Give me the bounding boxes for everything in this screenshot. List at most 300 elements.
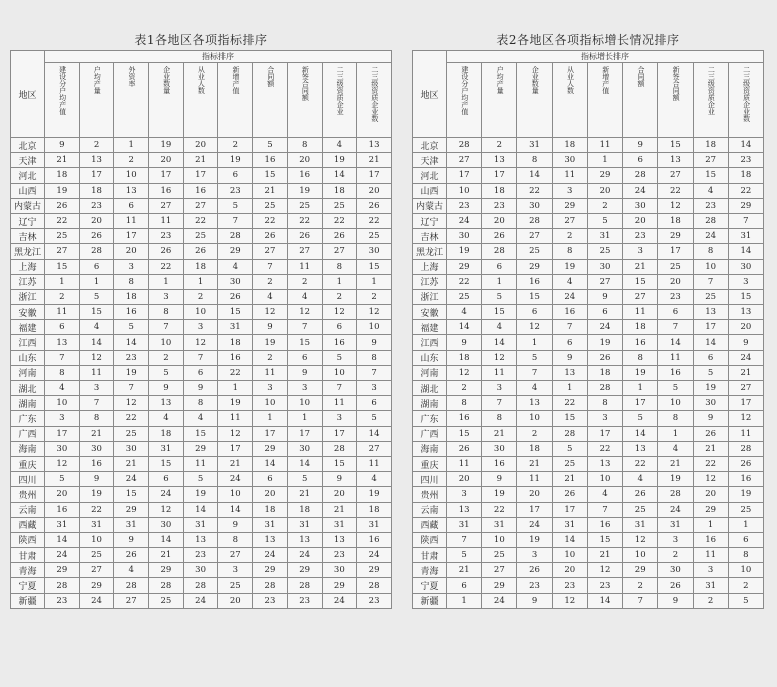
rank-cell: 28 <box>693 213 728 228</box>
rank-cell: 23 <box>183 548 218 563</box>
rank-cell: 31 <box>517 138 552 153</box>
rank-cell: 17 <box>183 168 218 183</box>
rank-cell: 30 <box>183 563 218 578</box>
rank-cell: 19 <box>218 396 253 411</box>
rank-cell: 22 <box>482 502 517 517</box>
rank-cell: 18 <box>79 183 114 198</box>
region-cell: 广西 <box>11 426 45 441</box>
rank-cell: 24 <box>357 548 392 563</box>
table-row <box>11 320 392 335</box>
rank-cell: 26 <box>517 563 552 578</box>
rank-cell: 10 <box>149 335 184 350</box>
region-cell: 陕西 <box>11 532 45 547</box>
table-row <box>11 381 392 396</box>
rank-cell: 16 <box>322 335 357 350</box>
rank-cell: 14 <box>447 320 482 335</box>
rank-cell: 17 <box>322 426 357 441</box>
rank-cell: 29 <box>253 441 288 456</box>
table1-column-label: 企业数量 <box>162 66 171 94</box>
rank-cell: 22 <box>253 213 288 228</box>
table-row <box>413 548 764 563</box>
rank-cell: 15 <box>79 305 114 320</box>
rank-cell: 26 <box>183 244 218 259</box>
table-row <box>11 411 392 426</box>
table2-column-label: 新签合同额 <box>672 66 681 101</box>
rank-cell: 19 <box>587 335 622 350</box>
rank-cell: 26 <box>587 350 622 365</box>
rank-cell: 16 <box>552 305 587 320</box>
rank-cell: 25 <box>482 548 517 563</box>
table-row <box>11 563 392 578</box>
rank-cell: 12 <box>623 532 658 547</box>
rank-cell: 30 <box>357 244 392 259</box>
rank-cell: 27 <box>357 441 392 456</box>
rank-cell: 30 <box>149 517 184 532</box>
rank-cell: 29 <box>357 563 392 578</box>
table-row <box>413 274 764 289</box>
rank-cell: 17 <box>587 426 622 441</box>
rank-cell: 14 <box>517 168 552 183</box>
table-row <box>11 426 392 441</box>
table-row <box>413 289 764 304</box>
rank-cell: 24 <box>587 320 622 335</box>
rank-cell: 26 <box>149 244 184 259</box>
rank-cell: 6 <box>79 259 114 274</box>
rank-cell: 21 <box>45 153 80 168</box>
rank-cell: 24 <box>322 593 357 608</box>
rank-cell: 18 <box>517 441 552 456</box>
table-row <box>413 213 764 228</box>
rank-cell: 11 <box>45 305 80 320</box>
rank-cell: 7 <box>693 274 728 289</box>
rank-cell: 5 <box>587 213 622 228</box>
rank-cell: 26 <box>322 229 357 244</box>
rank-cell: 17 <box>517 502 552 517</box>
region-cell: 重庆 <box>11 456 45 471</box>
rank-cell: 11 <box>623 305 658 320</box>
rank-cell: 19 <box>149 138 184 153</box>
rank-cell: 14 <box>357 426 392 441</box>
rank-cell: 1 <box>587 153 622 168</box>
rank-cell: 28 <box>587 381 622 396</box>
rank-cell: 22 <box>114 411 149 426</box>
rank-cell: 1 <box>658 426 693 441</box>
rank-cell: 19 <box>447 244 482 259</box>
rank-cell: 11 <box>587 138 622 153</box>
table-row <box>413 138 764 153</box>
rank-cell: 24 <box>79 593 114 608</box>
region-cell: 青海 <box>413 563 447 578</box>
region-cell: 云南 <box>413 502 447 517</box>
rank-cell: 29 <box>79 578 114 593</box>
rank-cell: 12 <box>149 502 184 517</box>
rank-cell: 28 <box>218 229 253 244</box>
rank-cell: 25 <box>728 502 763 517</box>
table2-column-header <box>482 63 517 138</box>
region-cell: 内蒙古 <box>413 198 447 213</box>
rank-cell: 7 <box>218 213 253 228</box>
rank-cell: 22 <box>728 183 763 198</box>
rank-cell: 22 <box>218 365 253 380</box>
rank-cell: 26 <box>45 198 80 213</box>
table1-column-label: 新增产值 <box>232 66 241 94</box>
table-row <box>11 168 392 183</box>
rank-cell: 16 <box>79 456 114 471</box>
rank-cell: 20 <box>45 487 80 502</box>
rank-cell: 20 <box>149 153 184 168</box>
table1-column-label: 从业人数 <box>197 66 206 94</box>
rank-cell: 17 <box>552 502 587 517</box>
table-row <box>11 350 392 365</box>
rank-cell: 30 <box>287 441 322 456</box>
rank-cell: 21 <box>253 183 288 198</box>
rank-cell: 28 <box>447 138 482 153</box>
rank-cell: 12 <box>482 350 517 365</box>
rank-cell: 29 <box>623 563 658 578</box>
rank-cell: 28 <box>149 578 184 593</box>
table-row <box>11 548 392 563</box>
rank-cell: 29 <box>728 198 763 213</box>
table-row <box>413 396 764 411</box>
rank-cell: 13 <box>517 396 552 411</box>
rank-cell: 14 <box>183 502 218 517</box>
rank-cell: 18 <box>728 168 763 183</box>
rank-cell: 30 <box>587 259 622 274</box>
table-row <box>11 138 392 153</box>
rank-cell: 24 <box>45 548 80 563</box>
region-cell: 湖南 <box>11 396 45 411</box>
rank-cell: 31 <box>728 229 763 244</box>
rank-cell: 17 <box>218 441 253 456</box>
rank-cell: 18 <box>322 183 357 198</box>
rank-cell: 15 <box>149 456 184 471</box>
rank-cell: 20 <box>357 183 392 198</box>
rank-cell: 16 <box>114 305 149 320</box>
rank-cell: 16 <box>45 502 80 517</box>
rank-cell: 6 <box>253 472 288 487</box>
rank-cell: 25 <box>149 593 184 608</box>
rank-cell: 28 <box>322 441 357 456</box>
region-cell: 新疆 <box>11 593 45 608</box>
rank-cell: 21 <box>658 456 693 471</box>
rank-cell: 11 <box>114 213 149 228</box>
rank-cell: 10 <box>552 548 587 563</box>
table2-column-header <box>447 63 482 138</box>
region-cell: 广西 <box>413 426 447 441</box>
rank-cell: 1 <box>482 274 517 289</box>
rank-cell: 2 <box>322 289 357 304</box>
rank-cell: 1 <box>114 138 149 153</box>
table1-column-header <box>114 63 149 138</box>
rank-cell: 20 <box>552 563 587 578</box>
rank-cell: 19 <box>552 259 587 274</box>
rank-cell: 14 <box>728 138 763 153</box>
rank-cell: 15 <box>587 532 622 547</box>
rank-cell: 19 <box>623 365 658 380</box>
rank-cell: 28 <box>623 168 658 183</box>
region-cell: 海南 <box>413 441 447 456</box>
table-row <box>11 259 392 274</box>
rank-cell: 6 <box>447 578 482 593</box>
rank-cell: 19 <box>357 487 392 502</box>
rank-cell: 10 <box>287 396 322 411</box>
rank-cell: 26 <box>79 229 114 244</box>
rank-cell: 23 <box>218 183 253 198</box>
rank-cell: 29 <box>287 563 322 578</box>
rank-cell: 11 <box>218 411 253 426</box>
rank-cell: 20 <box>322 487 357 502</box>
rank-cell: 8 <box>658 411 693 426</box>
table1-column-header <box>218 63 253 138</box>
rank-cell: 8 <box>79 411 114 426</box>
table2-column-label: 从业人数 <box>566 66 575 94</box>
rank-cell: 17 <box>357 168 392 183</box>
rank-cell: 3 <box>253 381 288 396</box>
table1-caption: 表1各地区各项指标排序 <box>134 33 268 47</box>
region-cell: 四川 <box>413 472 447 487</box>
rank-cell: 15 <box>447 426 482 441</box>
region-cell: 山东 <box>413 350 447 365</box>
rank-cell: 11 <box>253 365 288 380</box>
region-cell: 浙江 <box>413 289 447 304</box>
rank-cell: 27 <box>693 153 728 168</box>
rank-cell: 22 <box>79 502 114 517</box>
rank-cell: 23 <box>517 578 552 593</box>
rank-cell: 7 <box>658 320 693 335</box>
rank-cell: 27 <box>218 548 253 563</box>
rank-cell: 21 <box>693 441 728 456</box>
rank-cell: 6 <box>183 365 218 380</box>
rank-cell: 13 <box>287 532 322 547</box>
rank-cell: 4 <box>218 259 253 274</box>
rank-cell: 3 <box>322 411 357 426</box>
rank-cell: 5 <box>218 198 253 213</box>
rank-cell: 4 <box>79 320 114 335</box>
table2 <box>412 50 764 609</box>
region-cell: 浙江 <box>11 289 45 304</box>
rank-cell: 6 <box>218 168 253 183</box>
rank-cell: 5 <box>45 472 80 487</box>
rank-cell: 8 <box>623 350 658 365</box>
rank-cell: 1 <box>253 411 288 426</box>
rank-cell: 29 <box>447 259 482 274</box>
rank-cell: 10 <box>114 168 149 183</box>
rank-cell: 9 <box>183 381 218 396</box>
region-cell: 福建 <box>413 320 447 335</box>
table2-column-header <box>623 63 658 138</box>
rank-cell: 10 <box>357 320 392 335</box>
rank-cell: 21 <box>517 456 552 471</box>
rank-cell: 14 <box>79 335 114 350</box>
rank-cell: 26 <box>253 229 288 244</box>
rank-cell: 10 <box>623 548 658 563</box>
rank-cell: 22 <box>658 183 693 198</box>
rank-cell: 30 <box>218 274 253 289</box>
rank-cell: 23 <box>693 198 728 213</box>
rank-cell: 24 <box>447 213 482 228</box>
rank-cell: 2 <box>693 593 728 608</box>
rank-cell: 15 <box>552 411 587 426</box>
rank-cell: 30 <box>658 563 693 578</box>
rank-cell: 28 <box>357 578 392 593</box>
table2-column-label: 建设分户均产值 <box>460 66 469 115</box>
rank-cell: 27 <box>447 153 482 168</box>
rank-cell: 1 <box>79 274 114 289</box>
rank-cell: 21 <box>114 456 149 471</box>
rank-cell: 12 <box>79 350 114 365</box>
rank-cell: 9 <box>587 289 622 304</box>
rank-cell: 12 <box>357 305 392 320</box>
rank-cell: 10 <box>587 472 622 487</box>
rank-cell: 9 <box>79 472 114 487</box>
table-row <box>11 396 392 411</box>
rank-cell: 8 <box>45 365 80 380</box>
rank-cell: 29 <box>45 563 80 578</box>
rank-cell: 25 <box>114 426 149 441</box>
rank-cell: 27 <box>322 244 357 259</box>
region-cell: 福建 <box>11 320 45 335</box>
rank-cell: 23 <box>552 578 587 593</box>
rank-cell: 29 <box>218 244 253 259</box>
rank-cell: 17 <box>658 244 693 259</box>
rank-cell: 27 <box>482 563 517 578</box>
table-row <box>11 229 392 244</box>
rank-cell: 7 <box>552 320 587 335</box>
rank-cell: 7 <box>482 396 517 411</box>
rank-cell: 17 <box>447 168 482 183</box>
rank-cell: 30 <box>447 229 482 244</box>
rank-cell: 1 <box>552 381 587 396</box>
rank-cell: 9 <box>517 593 552 608</box>
rank-cell: 22 <box>587 441 622 456</box>
table1-block <box>10 30 392 609</box>
table-row <box>413 198 764 213</box>
rank-cell: 1 <box>623 381 658 396</box>
rank-cell: 28 <box>517 213 552 228</box>
rank-cell: 15 <box>322 456 357 471</box>
rank-cell: 18 <box>482 183 517 198</box>
rank-cell: 1 <box>693 517 728 532</box>
rank-cell: 13 <box>447 502 482 517</box>
rank-cell: 21 <box>587 548 622 563</box>
rank-cell: 7 <box>322 381 357 396</box>
rank-cell: 8 <box>114 274 149 289</box>
rank-cell: 15 <box>253 168 288 183</box>
rank-cell: 26 <box>114 548 149 563</box>
rank-cell: 5 <box>253 138 288 153</box>
table-row <box>11 502 392 517</box>
rank-cell: 24 <box>149 487 184 502</box>
rank-cell: 5 <box>79 289 114 304</box>
rank-cell: 29 <box>149 563 184 578</box>
rank-cell: 4 <box>149 411 184 426</box>
table1-column-header <box>149 63 184 138</box>
region-cell: 北京 <box>413 138 447 153</box>
rank-cell: 16 <box>482 456 517 471</box>
rank-cell: 9 <box>45 138 80 153</box>
rank-cell: 24 <box>482 593 517 608</box>
table1-region-header: 地区 <box>11 51 45 138</box>
rank-cell: 6 <box>728 532 763 547</box>
rank-cell: 6 <box>482 259 517 274</box>
rank-cell: 22 <box>693 456 728 471</box>
table2-column-label: 二三级资质企业 <box>707 66 716 115</box>
rank-cell: 25 <box>183 229 218 244</box>
rank-cell: 30 <box>728 259 763 274</box>
rank-cell: 17 <box>45 426 80 441</box>
rank-cell: 7 <box>45 350 80 365</box>
rank-cell: 1 <box>322 274 357 289</box>
region-cell: 云南 <box>11 502 45 517</box>
rank-cell: 27 <box>79 563 114 578</box>
table1 <box>10 50 392 609</box>
rank-cell: 30 <box>517 198 552 213</box>
rank-cell: 31 <box>79 517 114 532</box>
rank-cell: 27 <box>45 244 80 259</box>
rank-cell: 16 <box>623 335 658 350</box>
rank-cell: 31 <box>287 517 322 532</box>
rank-cell: 9 <box>218 517 253 532</box>
rank-cell: 6 <box>322 320 357 335</box>
rank-cell: 18 <box>658 213 693 228</box>
region-cell: 陕西 <box>413 532 447 547</box>
rank-cell: 26 <box>287 229 322 244</box>
region-cell: 新疆 <box>413 593 447 608</box>
rank-cell: 31 <box>482 517 517 532</box>
rank-cell: 21 <box>183 153 218 168</box>
rank-cell: 25 <box>253 198 288 213</box>
rank-cell: 27 <box>183 198 218 213</box>
region-cell: 河南 <box>413 365 447 380</box>
rank-cell: 10 <box>447 183 482 198</box>
rank-cell: 2 <box>149 350 184 365</box>
table-row <box>11 198 392 213</box>
rank-cell: 30 <box>693 396 728 411</box>
table2-column-header <box>552 63 587 138</box>
rank-cell: 26 <box>357 198 392 213</box>
rank-cell: 6 <box>287 350 322 365</box>
rank-cell: 18 <box>693 138 728 153</box>
rank-cell: 1 <box>447 593 482 608</box>
region-cell: 河南 <box>11 365 45 380</box>
rank-cell: 28 <box>183 578 218 593</box>
rank-cell: 18 <box>357 502 392 517</box>
rank-cell: 25 <box>587 244 622 259</box>
rank-cell: 13 <box>149 396 184 411</box>
rank-cell: 13 <box>482 153 517 168</box>
rank-cell: 24 <box>287 548 322 563</box>
rank-cell: 10 <box>253 396 288 411</box>
rank-cell: 14 <box>693 335 728 350</box>
rank-cell: 15 <box>218 305 253 320</box>
table-row <box>413 426 764 441</box>
region-cell: 江西 <box>413 335 447 350</box>
rank-cell: 3 <box>728 274 763 289</box>
rank-cell: 5 <box>357 411 392 426</box>
rank-cell: 22 <box>149 259 184 274</box>
rank-cell: 31 <box>322 517 357 532</box>
rank-cell: 10 <box>322 365 357 380</box>
rank-cell: 4 <box>183 411 218 426</box>
rank-cell: 1 <box>218 381 253 396</box>
rank-cell: 28 <box>287 578 322 593</box>
rank-cell: 6 <box>149 472 184 487</box>
rank-cell: 29 <box>322 578 357 593</box>
rank-cell: 29 <box>183 441 218 456</box>
rank-cell: 8 <box>183 396 218 411</box>
region-cell: 海南 <box>11 441 45 456</box>
table-row <box>413 305 764 320</box>
